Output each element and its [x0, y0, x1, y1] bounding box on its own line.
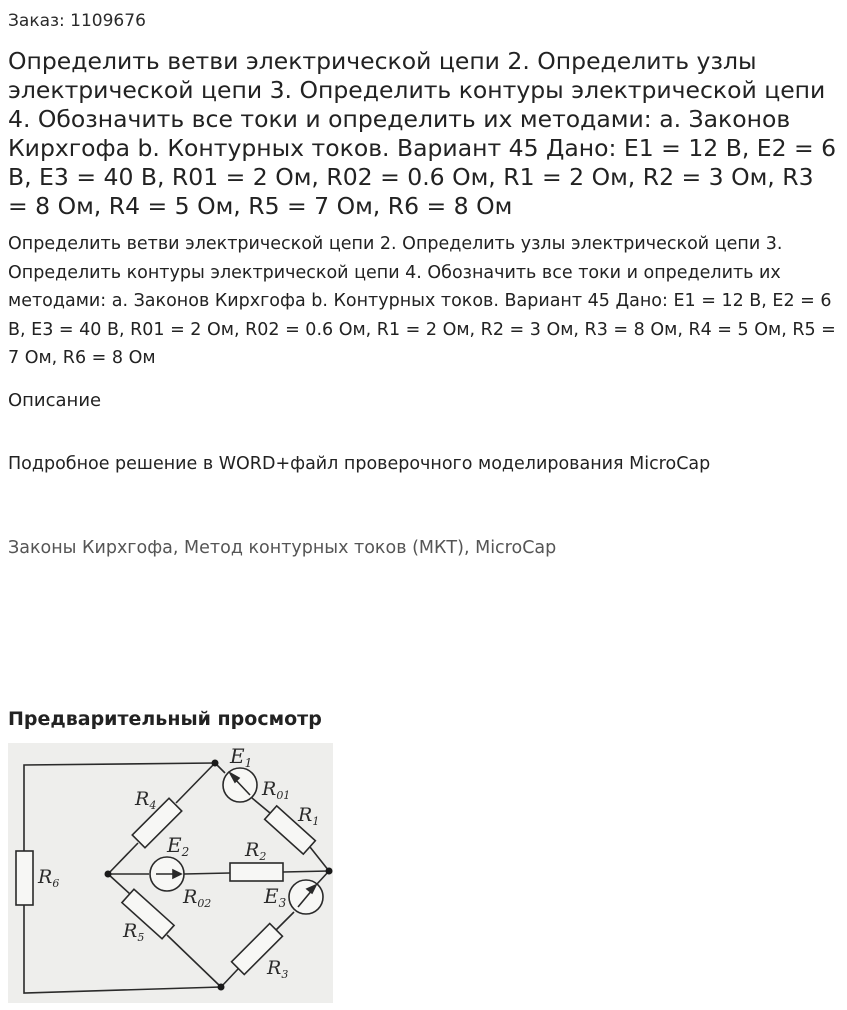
label-r02: $R_{02}$: [183, 886, 212, 910]
tag-list: [8, 536, 556, 560]
order-number: Заказ: 1109676: [8, 11, 146, 31]
wire-r4-lower: [108, 843, 138, 874]
wire-r5-lower: [167, 935, 221, 987]
circuit-preview-image[interactable]: [8, 743, 333, 1003]
node-top: [212, 760, 219, 767]
wire-bottom-left: [24, 905, 221, 993]
task-summary: Определить ветви электрической цепи 2. Определить узлы электрической цепи 3. Определить контуры электрической цепи 4. Обозначить все токи и определить их методами: а. Законов Кирхгофа b. Контурных токов. Вариант 45 Дано: E1 = 12 В, E2 = 6 В, E3 = 40 В, R01 = 2 Ом, R02 = 0.6 Ом, R1 = 2 Ом, R2 = 3 Ом, R3 = 8 Ом, R4 = 5 Ом, R5 = 7 Ом, R6 = 8 Ом: [8, 234, 836, 369]
label-e1: $E_1$: [230, 744, 253, 770]
label-r3: $R_3$: [267, 957, 289, 981]
wire-e1-r1: [252, 798, 270, 813]
page-title: Определить ветви электрической цепи 2. Определить узлы электрической цепи 3. Определить контуры электрической цепи 4. Обозначить все токи и определить их методами: а. Законов Кирхгофа b. Контурных токов. Вариант 45 Дано: E1 = 12 В, E2 = 6 В, E3 = 40 В, R01 = 2 Ом, R02 = 0.6 Ом, R1 = 2 Ом, R2 = 3 Ом, R3 = 8 Ом, R4 = 5 Ом, R5 = 7 Ом, R6 = 8 Ом: [8, 47, 837, 220]
label-r2: $R_2$: [245, 839, 267, 863]
label-r4: $R_4$: [135, 788, 157, 812]
resistor-r2: [230, 863, 283, 881]
wire-e2-r2: [184, 873, 230, 874]
wire-top-left: [24, 763, 215, 851]
description-label: Описание: [8, 390, 102, 411]
wire-r3-e3: [276, 912, 294, 930]
label-r5: $R_5$: [123, 920, 145, 944]
label-e3: $E_3$: [264, 884, 287, 910]
wire-r4-upper: [176, 763, 215, 803]
tag-mesh-current-method[interactable]: Метод контурных токов (МКТ): [184, 538, 464, 558]
label-e2: $E_2$: [167, 833, 190, 859]
resistor-r6: [16, 851, 33, 905]
description-text: Подробное решение в WORD+файл проверочного моделирования MicroCap: [8, 454, 711, 474]
tag-kirchhoff[interactable]: Законы Кирхгофа: [8, 538, 173, 558]
preview-heading: Предварительный просмотр: [8, 708, 322, 730]
node-bottom: [218, 984, 225, 991]
wire-r3-lower: [221, 969, 238, 987]
label-r01: $R_{01}$: [262, 778, 291, 802]
label-r1: $R_1$: [298, 804, 320, 828]
tag-microcap[interactable]: MicroCap: [475, 538, 557, 558]
wire-r1-node: [310, 847, 329, 871]
tag-separator: ,: [463, 538, 476, 558]
node-right: [326, 868, 333, 875]
wire-r2-node: [283, 871, 329, 872]
tag-separator: ,: [172, 538, 185, 558]
node-left: [105, 871, 112, 878]
circuit-schematic: [8, 743, 333, 1003]
label-r6: $R_6$: [38, 866, 60, 890]
wire-r5-upper: [108, 874, 130, 894]
